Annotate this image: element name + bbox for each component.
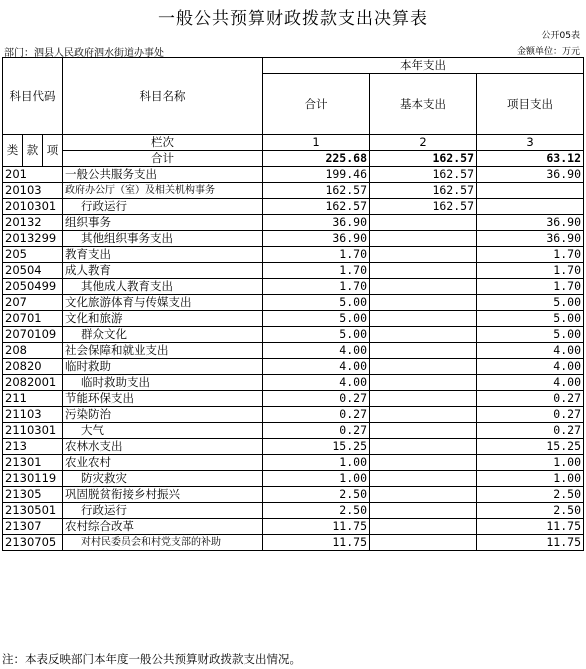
row-name: 临时救助支出 (63, 375, 263, 391)
row-name: 群众文化 (63, 327, 263, 343)
table-row (3, 199, 584, 215)
row-code: 21103 (3, 407, 63, 423)
row-total: 4.00 (263, 343, 370, 359)
row-project: 36.90 (477, 167, 584, 183)
row-total: 0.27 (263, 391, 370, 407)
row-project: 0.27 (477, 407, 584, 423)
row-code: 2050499 (3, 279, 63, 295)
row-total: 1.70 (263, 247, 370, 263)
row-basic: 162.57 (370, 183, 477, 199)
row-name: 一般公共服务支出 (63, 167, 263, 183)
row-code: 2082001 (3, 375, 63, 391)
row-basic (370, 279, 477, 295)
row-code: 2130705 (3, 535, 63, 551)
row-project: 4.00 (477, 359, 584, 375)
row-project: 4.00 (477, 375, 584, 391)
row-project: 2.50 (477, 503, 584, 519)
row-code: 205 (3, 247, 63, 263)
table-row (3, 167, 584, 183)
unit-label: 金额单位：万元 (516, 47, 580, 57)
row-project: 1.70 (477, 247, 584, 263)
table-row (3, 423, 584, 439)
row-basic (370, 231, 477, 247)
row-project: 36.90 (477, 231, 584, 247)
row-code: 2130119 (3, 471, 63, 487)
row-total: 5.00 (263, 311, 370, 327)
row-code: 2070109 (3, 327, 63, 343)
department-label: 部门：泗县人民政府泗水街道办事处 (4, 48, 164, 59)
table-row (3, 375, 584, 391)
row-total: 5.00 (263, 295, 370, 311)
row-code: 207 (3, 295, 63, 311)
row-project: 1.00 (477, 455, 584, 471)
col-index-3: 3 (477, 135, 584, 151)
row-basic (370, 535, 477, 551)
row-code: 2010301 (3, 199, 63, 215)
row-name: 组织事务 (63, 215, 263, 231)
row-name: 成人教育 (63, 263, 263, 279)
row-basic (370, 439, 477, 455)
row-name: 巩固脱贫衔接乡村振兴 (63, 487, 263, 503)
row-total: 1.70 (263, 279, 370, 295)
row-name: 社会保障和就业支出 (63, 343, 263, 359)
totals-basic: 162.57 (370, 151, 477, 167)
row-name: 临时救助 (63, 359, 263, 375)
row-total: 15.25 (263, 439, 370, 455)
table-row (3, 455, 584, 471)
row-name: 污染防治 (63, 407, 263, 423)
row-project: 11.75 (477, 519, 584, 535)
table-row (3, 471, 584, 487)
totals-row (3, 151, 584, 167)
row-total: 4.00 (263, 375, 370, 391)
table-row (3, 183, 584, 199)
row-code: 211 (3, 391, 63, 407)
row-basic (370, 359, 477, 375)
row-project: 15.25 (477, 439, 584, 455)
row-code: 2013299 (3, 231, 63, 247)
row-name: 节能环保支出 (63, 391, 263, 407)
row-name: 对村民委员会和村党支部的补助 (63, 535, 263, 551)
row-basic (370, 503, 477, 519)
table-row (3, 535, 584, 551)
row-total: 162.57 (263, 183, 370, 199)
row-basic: 162.57 (370, 167, 477, 183)
row-name: 其他组织事务支出 (63, 231, 263, 247)
table-row (3, 391, 584, 407)
row-basic (370, 215, 477, 231)
row-name: 其他成人教育支出 (63, 279, 263, 295)
row-name: 农林水支出 (63, 439, 263, 455)
row-basic (370, 487, 477, 503)
row-name: 农业农村 (63, 455, 263, 471)
row-basic (370, 263, 477, 279)
row-name: 防灾救灾 (63, 471, 263, 487)
table-row (3, 519, 584, 535)
totals-label: 合计 (63, 151, 263, 167)
row-name: 农村综合改革 (63, 519, 263, 535)
row-code: 20103 (3, 183, 63, 199)
row-project: 5.00 (477, 327, 584, 343)
row-basic (370, 375, 477, 391)
row-name: 行政运行 (63, 503, 263, 519)
totals-project: 63.12 (477, 151, 584, 167)
row-project: 2.50 (477, 487, 584, 503)
row-basic (370, 519, 477, 535)
row-project: 36.90 (477, 215, 584, 231)
row-total: 1.70 (263, 263, 370, 279)
header-year-expense: 本年支出 (263, 58, 584, 74)
footnote: 注：本表反映部门本年度一般公共预算财政拨款支出情况。 (2, 652, 301, 666)
table-row (3, 343, 584, 359)
table-row (3, 327, 584, 343)
row-code: 2110301 (3, 423, 63, 439)
row-code: 20504 (3, 263, 63, 279)
row-code: 21307 (3, 519, 63, 535)
row-total: 0.27 (263, 423, 370, 439)
row-total: 162.57 (263, 199, 370, 215)
row-code: 20820 (3, 359, 63, 375)
row-total: 36.90 (263, 231, 370, 247)
table-row (3, 439, 584, 455)
row-project: 4.00 (477, 343, 584, 359)
row-basic (370, 471, 477, 487)
header-kuan: 款 (23, 135, 43, 167)
header-basic: 基本支出 (370, 74, 477, 135)
row-basic (370, 311, 477, 327)
row-project: 5.00 (477, 295, 584, 311)
row-basic (370, 407, 477, 423)
table-row (3, 311, 584, 327)
row-total: 0.27 (263, 407, 370, 423)
row-total: 1.00 (263, 455, 370, 471)
row-total: 36.90 (263, 215, 370, 231)
col-index-2: 2 (370, 135, 477, 151)
row-code: 21305 (3, 487, 63, 503)
row-total: 2.50 (263, 487, 370, 503)
row-name: 文化和旅游 (63, 311, 263, 327)
row-project: 0.27 (477, 391, 584, 407)
table-row (3, 215, 584, 231)
row-total: 199.46 (263, 167, 370, 183)
row-name: 教育支出 (63, 247, 263, 263)
row-project: 0.27 (477, 423, 584, 439)
row-project: 1.70 (477, 279, 584, 295)
row-basic (370, 391, 477, 407)
header-lei: 类 (3, 135, 23, 167)
report-title: 一般公共预算财政拨款支出决算表 (158, 9, 428, 29)
row-name: 文化旅游体育与传媒支出 (63, 295, 263, 311)
row-code: 20132 (3, 215, 63, 231)
table-row (3, 295, 584, 311)
row-total: 5.00 (263, 327, 370, 343)
row-total: 1.00 (263, 471, 370, 487)
row-total: 2.50 (263, 503, 370, 519)
row-basic (370, 343, 477, 359)
row-project: 5.00 (477, 311, 584, 327)
row-code: 20701 (3, 311, 63, 327)
row-basic (370, 423, 477, 439)
row-total: 11.75 (263, 535, 370, 551)
row-code: 201 (3, 167, 63, 183)
row-project: 1.70 (477, 263, 584, 279)
row-project (477, 183, 584, 199)
row-total: 11.75 (263, 519, 370, 535)
row-code: 21301 (3, 455, 63, 471)
row-basic: 162.57 (370, 199, 477, 215)
row-basic (370, 455, 477, 471)
row-basic (370, 247, 477, 263)
row-code: 213 (3, 439, 63, 455)
table-row (3, 407, 584, 423)
col-index-1: 1 (263, 135, 370, 151)
table-row (3, 263, 584, 279)
table-row (3, 279, 584, 295)
header-total: 合计 (263, 74, 370, 135)
header-code: 科目代码 (3, 58, 63, 135)
table-row (3, 487, 584, 503)
row-basic (370, 327, 477, 343)
table-row (3, 359, 584, 375)
row-name: 政府办公厅（室）及相关机构事务 (63, 183, 263, 199)
table-row (3, 247, 584, 263)
row-code: 208 (3, 343, 63, 359)
row-code: 2130501 (3, 503, 63, 519)
header-project: 项目支出 (477, 74, 584, 135)
form-code: 公开05表 (541, 31, 580, 41)
header-name: 科目名称 (63, 58, 263, 135)
row-project (477, 199, 584, 215)
totals-total: 225.68 (263, 151, 370, 167)
row-basic (370, 295, 477, 311)
row-total: 4.00 (263, 359, 370, 375)
row-name: 行政运行 (63, 199, 263, 215)
row-name: 大气 (63, 423, 263, 439)
expenditure-table (2, 57, 584, 551)
row-project: 1.00 (477, 471, 584, 487)
header-xiang: 项 (43, 135, 63, 167)
header-lanci: 栏次 (63, 135, 263, 151)
row-project: 11.75 (477, 535, 584, 551)
table-row (3, 231, 584, 247)
table-row (3, 503, 584, 519)
